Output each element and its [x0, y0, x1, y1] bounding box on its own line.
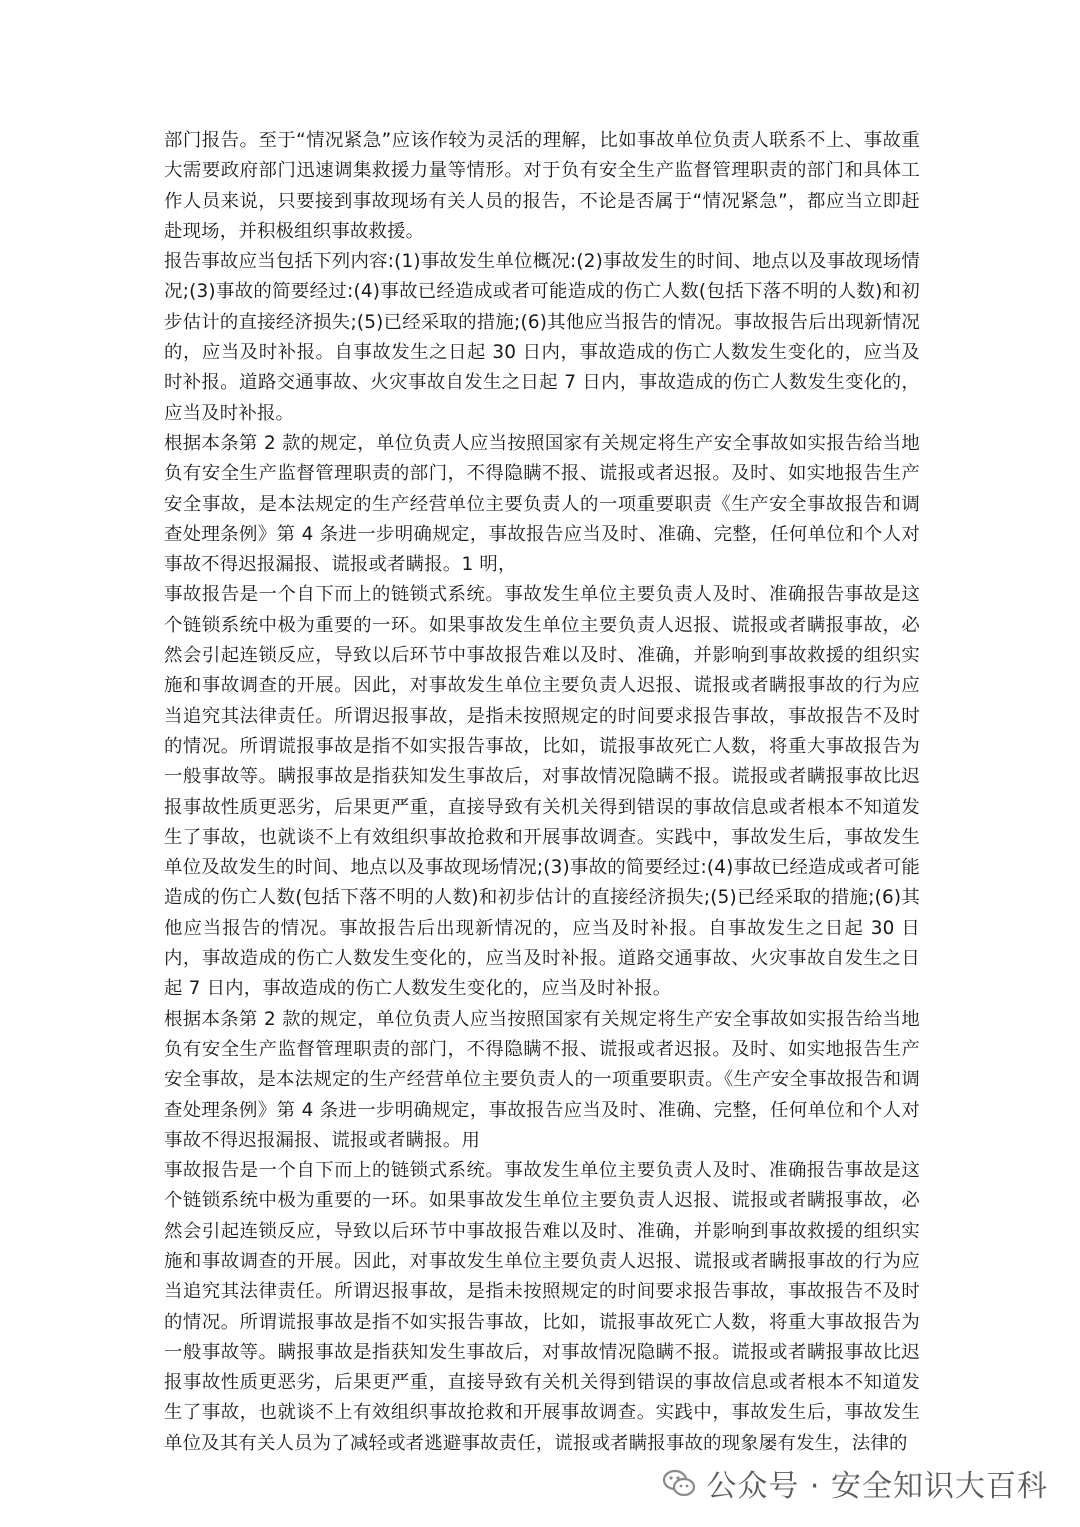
paragraph-1: 部门报告。至于“情况紧急”应该作较为灵活的理解，比如事故单位负责人联系不上、事故重大需要政府部门迅速调集救援力量等情形。对于负有安全生产监督管理职责的部门和具体工作人员来说，只要接到事故现场有关人员的报告，不论是否属于“情况紧急”，都应当立即赶赴现场，并积极组织事故救援。	[164, 130, 920, 242]
paragraph-3: 根据本条第 2 款的规定，单位负责人应当按照国家有关规定将生产安全事故如实报告给当地负有安全生产监督管理职责的部门，不得隐瞒不报、谎报或者迟报。及时、如实地报告生产安全事故，是本法规定的生产经营单位主要负责人的一项重要职责《生产安全事故报告和调查处理条例》第 4 条进一步明确规定，事故报告应当及时、准确、完整，任何单位和个人对事故不得迟报漏报、谎报或者瞒报。1 明，	[164, 432, 920, 576]
wechat-official-account-icon	[662, 1468, 696, 1498]
paragraph-5: 根据本条第 2 款的规定，单位负责人应当按照国家有关规定将生产安全事故如实报告给当地负有安全生产监督管理职责的部门，不得隐瞒不报、谎报或者迟报。及时、如实地报告生产安全事故，是本法规定的生产经营单位主要负责人的一项重要职责。《生产安全事故报告和调查处理条例》第 4 条进一步明确规定，事故报告应当及时、准确、完整，任何单位和个人对事故不得迟报漏报、谎报或者瞒报。用	[164, 1008, 920, 1151]
paragraph-6: 事故报告是一个自下而上的链锁式系统。事故发生单位主要负责人及时、准确报告事故是这个链锁系统中极为重要的一环。如果事故发生单位主要负责人迟报、谎报或者瞒报事故，必然会引起连锁反应，导致以后环节中事故报告难以及时、准确，并影响到事故救援的组织实施和事故调查的开展。因此，对事故发生单位主要负责人迟报、谎报或者瞒报事故的行为应当追究其法律责任。所谓迟报事故，是指未按照规定的时间要求报告事故，事故报告不及时的情况。所谓谎报事故是指不如实报告事故，比如，谎报事故死亡人数，将重大事故报告为一般事故等。瞒报事故是指获知发生事故后，对事故情况隐瞒不报。谎报或者瞒报事故比迟报事故性质更恶劣，后果更严重，直接导致有关机关得到错误的事故信息或者根本不知道发生了事故，也就谈不上有效组织事故抢救和开展事故调查。实践中，事故发生后，事故发生单位及其有关人员为了减轻或者逃避事故责任，谎报或者瞒报事故的现象屡有发生，法律的	[164, 1160, 920, 1454]
paragraph-4: 事故报告是一个自下而上的链锁式系统。事故发生单位主要负责人及时、准确报告事故是这个链锁系统中极为重要的一环。如果事故发生单位主要负责人迟报、谎报或者瞒报事故，必然会引起连锁反应，导致以后环节中事故报告难以及时、准确，并影响到事故救援的组织实施和事故调查的开展。因此，对事故发生单位主要负责人迟报、谎报或者瞒报事故的行为应当追究其法律责任。所谓迟报事故，是指未按照规定的时间要求报告事故，事故报告不及时的情况。所谓谎报事故是指不如实报告事故，比如，谎报事故死亡人数，将重大事故报告为一般事故等。瞒报事故是指获知发生事故后，对事故情况隐瞒不报。谎报或者瞒报事故比迟报事故性质更恶劣，后果更严重，直接导致有关机关得到错误的事故信息或者根本不知道发生了事故，也就谈不上有效组织事故抢救和开展事故调查。实践中，事故发生后，事故发生单位及故发生的时间、地点以及事故现场情况;(3)事故的简要经过:(4)事故已经造成或者可能造成的伤亡人数(包括下落不明的人数)和初步估计的直接经济损失;(5)已经采取的措施;(6)其他应当报告的情况。事故报告后出现新情况的，应当及时补报。自事故发生之日起 30 日内，事故造成的伤亡人数发生变化的，应当及时补报。道路交通事故、火灾事故自发生之日起 7 日内，事故造成的伤亡人数发生变化的，应当及时补报。	[164, 584, 920, 1000]
watermark-text: 公众号 · 安全知识大百科	[706, 1469, 1048, 1504]
document-page	[164, 126, 920, 1459]
paragraph-2: 报告事故应当包括下列内容:(1)事故发生单位概况:(2)事故发生的时间、地点以及事故现场情况;(3)事故的简要经过:(4)事故已经造成或者可能造成的伤亡人数(包括下落不明的人数)和初步估计的直接经济损失;(5)已经采取的措施;(6)其他应当报告的情况。事故报告后出现新情况的，应当及时补报。自事故发生之日起 30 日内，事故造成的伤亡人数发生变化的，应当及时补报。道路交通事故、火灾事故自发生之日起 7 日内，事故造成的伤亡人数发生变化的，应当及时补报。	[164, 251, 920, 424]
watermark	[662, 1461, 1048, 1505]
